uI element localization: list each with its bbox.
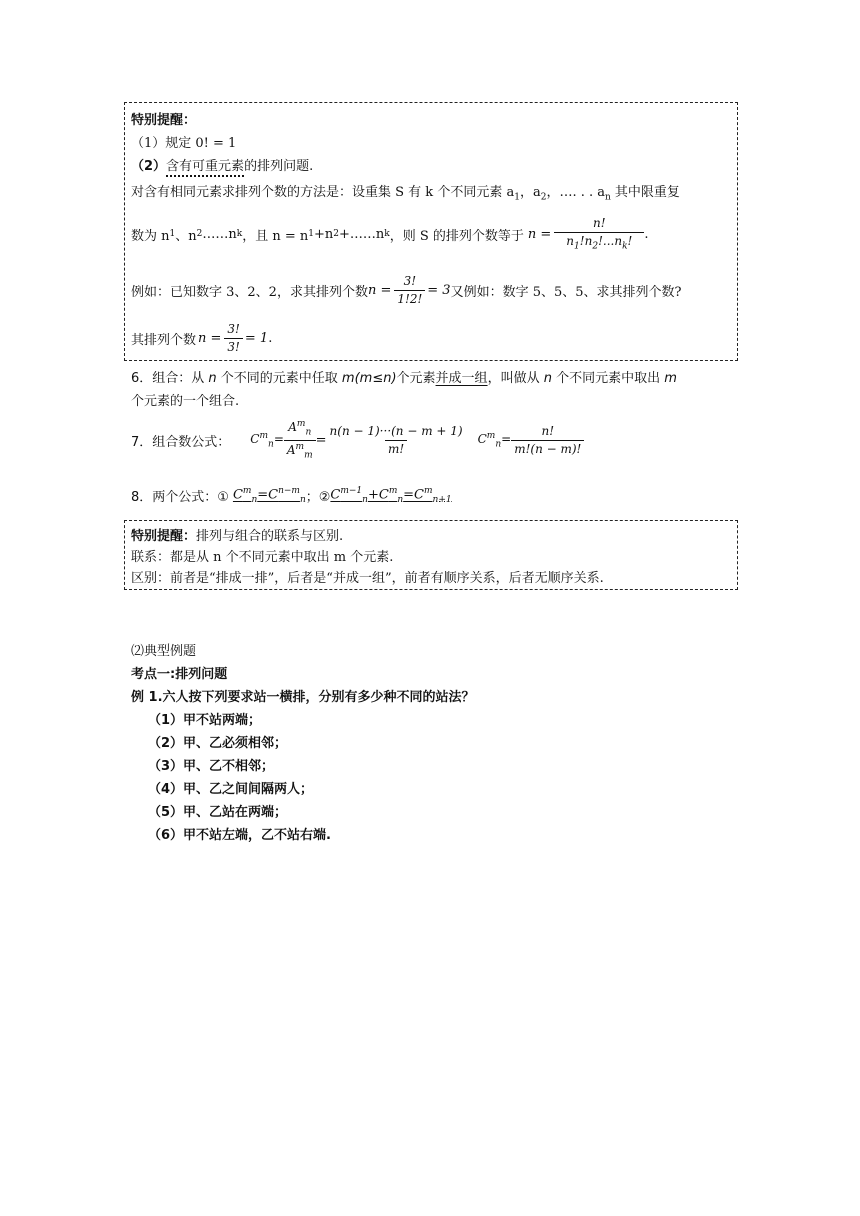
box2-heading-line (131, 525, 343, 544)
example-den: 1!2! (394, 290, 425, 307)
permutation-formula (554, 216, 644, 253)
item6-underlined: 并成一组 (435, 371, 488, 386)
example-rhs: = 3 (427, 283, 451, 298)
formula-numerator: n! (593, 216, 606, 230)
section-example: 例 1.六人按下列要求站一横排，分别有多少种不同的站法？ (131, 690, 475, 705)
example2-rhs: = 1 (244, 331, 269, 346)
count-text-a: 数为 n (131, 228, 170, 244)
item-8 (131, 486, 452, 505)
method-tail: 其中限重复 (614, 185, 680, 200)
item7-f1-num: n(n − 1)···(n − m + 1) (329, 423, 463, 438)
example-item-2: （2）甲、乙必须相邻； (148, 736, 288, 751)
example-b: 又例如：数字 5、5、5、求其排列个数? (450, 285, 682, 300)
item7-f1-den: m! (385, 440, 407, 457)
item7-label: 7．组合数公式： (131, 434, 231, 450)
formula-denominator: $n_1!n_2!...n_k$! (554, 232, 644, 253)
item6-text-e: 个不同元素中取出 (551, 371, 665, 386)
formula-lhs: n = (527, 226, 552, 242)
example-c: 其排列个数 (131, 333, 197, 348)
rule2-dotted-text: 含有可重元素 (166, 159, 245, 174)
example-num: 3! (403, 274, 417, 288)
example-item-6: （6）甲不站左端，乙不站右端. (148, 828, 331, 843)
item6-m: m (664, 371, 677, 386)
item6-n2: n (543, 371, 552, 386)
example-item-4: （4）甲、乙之间间隔两人； (148, 782, 314, 797)
box2-heading: 特别提醒： (131, 529, 197, 544)
box1-count-line: 数为 n 1 、n 2 ……n k ，且 n = n 1 +n 2 +……n k ，则 S 的排列个数等于 n = $\frac{n!}{n_1!n_2!...n_k!}$ . (131, 216, 649, 252)
item7-f2-num: n! (541, 423, 555, 438)
example2-fraction (224, 322, 242, 355)
box2-heading-rest: 排列与组合的联系与区别. (196, 529, 344, 544)
example-a: 例如：已知数字 3、2、2，求其排列个数 (131, 285, 368, 300)
box1-heading: 特别提醒： (131, 113, 197, 128)
box1-example-line2: 其排列个数 n = $\frac{3!}{3!}$ = 1 . (131, 322, 273, 354)
box1-example-line (131, 274, 682, 307)
method-text: 对含有相同元素求排列个数的方法是：设重集 S 有 k 个不同元素 a (131, 185, 515, 200)
count-text-c: ，则 S 的排列个数等于 (389, 228, 524, 244)
rule2-prefix: （2） (131, 159, 167, 174)
example-item-1: （1）甲不站两端； (148, 713, 262, 728)
example2-den: 3! (224, 338, 242, 355)
item6-text-d: ，叫做从 (487, 371, 544, 386)
box1-rule2 (131, 155, 313, 174)
item6-n: n (208, 371, 217, 386)
example-formula-lhs: n = (367, 283, 392, 298)
item6-text-c: 个元素 (396, 371, 436, 386)
item8-mid: ；② (305, 490, 331, 505)
item-6 (131, 367, 677, 386)
box1-rule1: （1）规定 0! = 1 (131, 136, 237, 151)
item6-text-b: 个不同的元素中任取 (216, 371, 342, 386)
example-item-3: （3）甲、乙不相邻； (148, 759, 275, 774)
example-item-5: （5）甲、乙站在两端； (148, 805, 288, 820)
box2-diff: 区别：前者是“排成一排”，后者是“并成一组”，前者有顺序关系，后者无顺序关系. (131, 571, 604, 586)
item8-formula1: $C^m_n=C^{n-m}_n$ (232, 486, 306, 505)
example2-num: 3! (227, 322, 240, 336)
item-7: 7．组合数公式： $C^m_n=$ $\frac{A^m_n}{A^m_m}$ = $\frac{n(n - 1)\cdot\cdot\cdot(n - m + 1)}{m!}$ $C^m_n=$ $\frac{n!}{m!(n - m)!}$ (131, 419, 584, 461)
box1-method-line: 对含有相同元素求排列个数的方法是：设重集 S 有 k 个不同元素 $a_1$，$a_2$，…. . . $a_n$ 其中限重复 (131, 185, 680, 203)
item7-formula1 (327, 424, 466, 457)
item-6-line2: 个元素的一个组合. (131, 394, 240, 409)
item8-formula2: $C^{m-1}_n+C^m_n=C^m_{n+1}$ (330, 486, 452, 505)
box2-link: 联系：都是从 n 个不同元素中取出 m 个元素. (131, 550, 394, 565)
item7-a-fraction: $\frac{A^m_n}{A^m_m}$ (284, 419, 316, 461)
section-title: ⑵典型例题 (131, 644, 197, 659)
example-fraction (394, 274, 425, 307)
item7-formula2 (511, 424, 584, 457)
item6-m-expr: m(m≤n) (341, 371, 397, 386)
item6-text-a: 6．组合：从 (131, 371, 209, 386)
section-point: 考点一:排列问题 (131, 667, 228, 682)
rule2-suffix: 的排列问题. (244, 159, 314, 174)
count-text-b: ，且 n = n (242, 228, 309, 244)
item7-f2-den: m!(n − m)! (511, 440, 584, 457)
item8-label: 8．两个公式：① (131, 490, 229, 505)
